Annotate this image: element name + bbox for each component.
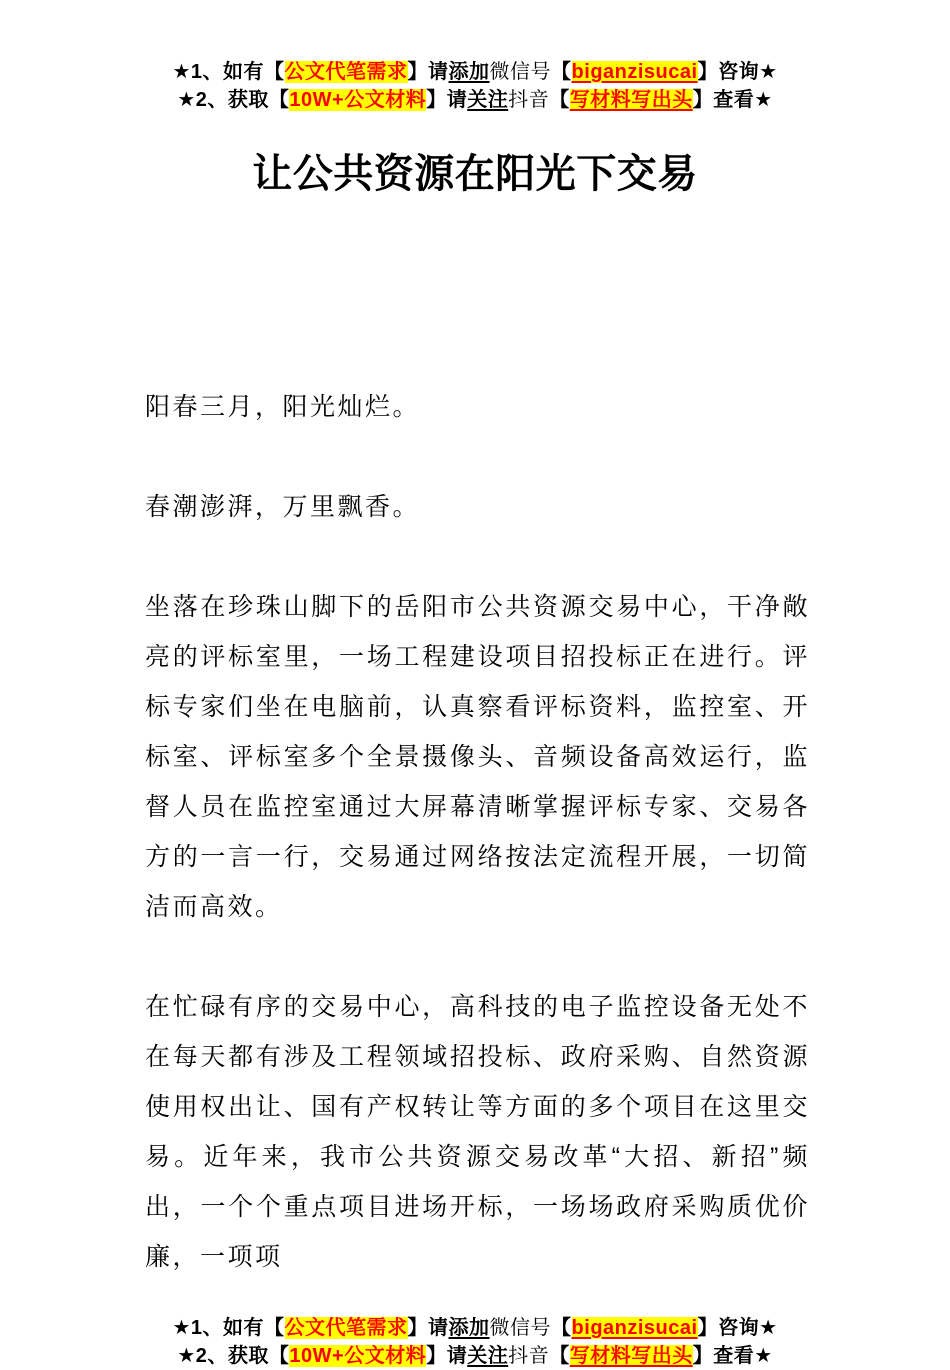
promo-text: 【 <box>549 89 570 111</box>
promo-text: 抖音 <box>508 89 550 111</box>
highlight-keyword-materials: 10W+公文材料 <box>289 89 427 111</box>
promo-text: 】请 <box>426 1345 468 1367</box>
footer-promo-banner <box>0 1314 950 1370</box>
underlined-word-follow: 关注 <box>467 1345 509 1367</box>
underlined-word-add: 添加 <box>448 61 490 83</box>
promo-line-1 <box>0 58 950 86</box>
promo-line-1 <box>0 1314 950 1342</box>
document-title: 让公共资源在阳光下交易 <box>252 152 698 196</box>
document-body <box>145 382 810 1282</box>
promo-text: 【 <box>549 1345 570 1367</box>
promo-text: 】咨询★ <box>697 1317 778 1339</box>
promo-text: 【 <box>551 1317 572 1339</box>
promo-text: 微信号 <box>489 61 552 83</box>
promo-text: 】查看★ <box>692 1345 773 1367</box>
promo-line-2 <box>0 1342 950 1370</box>
promo-line-2 <box>0 86 950 114</box>
header-promo-banner <box>0 0 950 114</box>
underlined-word-follow: 关注 <box>467 89 509 111</box>
wechat-id-highlight: biganzisucai <box>571 61 698 83</box>
promo-text: 】咨询★ <box>697 61 778 83</box>
highlight-keyword-writing-service: 公文代笔需求 <box>284 61 408 83</box>
promo-text: 】查看★ <box>692 89 773 111</box>
promo-text: 抖音 <box>508 1345 550 1367</box>
promo-text: 微信号 <box>489 1317 552 1339</box>
body-paragraph-4: 在忙碌有序的交易中心，高科技的电子监控设备无处不在每天都有涉及工程领域招投标、政府采购、自然资源使用权出让、国有产权转让等方面的多个项目在这里交易。近年来，我市公共资源交易改革“大招、新招”频出，一个个重点项目进场开标，一场场政府采购质优价廉，一项项 <box>145 993 810 1271</box>
promo-text: ★1、如有【 <box>172 1317 285 1339</box>
body-paragraph-1: 阳春三月，阳光灿烂。 <box>145 393 421 421</box>
promo-text: ★2、获取【 <box>177 1345 290 1367</box>
highlight-keyword-writing-service: 公文代笔需求 <box>284 1317 408 1339</box>
highlight-keyword-materials: 10W+公文材料 <box>289 1345 427 1367</box>
promo-text: ★1、如有【 <box>172 61 285 83</box>
promo-text: ★2、获取【 <box>177 89 290 111</box>
douyin-name-highlight: 写材料写出头 <box>569 1345 693 1367</box>
promo-text: 】请 <box>407 61 449 83</box>
body-paragraph-2: 春潮澎湃，万里飘香。 <box>145 493 421 521</box>
promo-text: 】请 <box>407 1317 449 1339</box>
promo-text: 】请 <box>426 89 468 111</box>
body-paragraph-3: 坐落在珍珠山脚下的岳阳市公共资源交易中心，干净敞亮的评标室里，一场工程建设项目招投标正在进行。评标专家们坐在电脑前，认真察看评标资料，监控室、开标室、评标室多个全景摄像头、音频设备高效运行，监督人员在监控室通过大屏幕清晰掌握评标专家、交易各方的一言一行，交易通过网络按法定流程开展，一切简洁而高效。 <box>145 593 810 921</box>
wechat-id-highlight: biganzisucai <box>571 1317 698 1339</box>
underlined-word-add: 添加 <box>448 1317 490 1339</box>
promo-text: 【 <box>551 61 572 83</box>
douyin-name-highlight: 写材料写出头 <box>569 89 693 111</box>
